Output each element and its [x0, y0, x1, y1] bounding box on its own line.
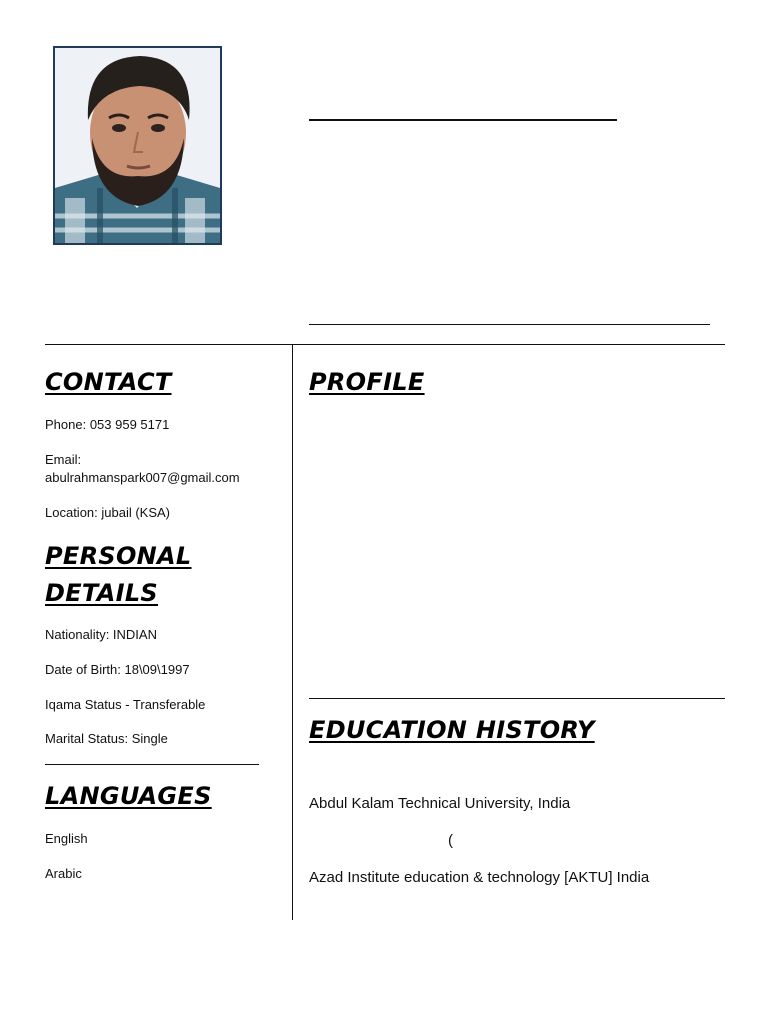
language-item: English — [45, 831, 88, 846]
education-heading: EDUCATION HISTORY — [309, 716, 595, 744]
education-line-3: Azad Institute education & technology [AKTU] India — [309, 869, 650, 886]
personal-heading-line2: DETAILS — [45, 579, 159, 607]
contact-email-value[interactable]: abulrahmanspark007@gmail.com — [45, 470, 240, 485]
header-divider — [45, 344, 725, 345]
personal-marital: Marital Status: Single — [45, 731, 168, 746]
languages-heading: LANGUAGES — [45, 782, 212, 810]
profile-photo — [53, 46, 222, 245]
profile-heading: PROFILE — [309, 368, 425, 396]
personal-iqama: Iqama Status - Transferable — [45, 697, 206, 712]
contact-location: Location: jubail (KSA) — [45, 505, 171, 520]
name-underline — [309, 119, 617, 121]
personal-dob: Date of Birth: 18\09\1997 — [45, 662, 190, 677]
education-line-1: Abdul Kalam Technical University, India — [309, 795, 571, 812]
personal-heading-line1: PERSONAL — [45, 542, 192, 570]
education-line-2: ( — [448, 832, 453, 849]
column-divider — [292, 345, 293, 920]
person-photo-icon — [55, 48, 220, 243]
contact-email-label: Email: — [45, 452, 82, 467]
title-underline — [309, 324, 710, 325]
profile-divider — [309, 698, 725, 699]
personal-divider — [45, 764, 259, 765]
contact-heading: CONTACT — [45, 368, 172, 396]
contact-phone: Phone: 053 959 5171 — [45, 417, 170, 432]
language-item: Arabic — [45, 866, 82, 881]
personal-nationality: Nationality: INDIAN — [45, 627, 157, 642]
